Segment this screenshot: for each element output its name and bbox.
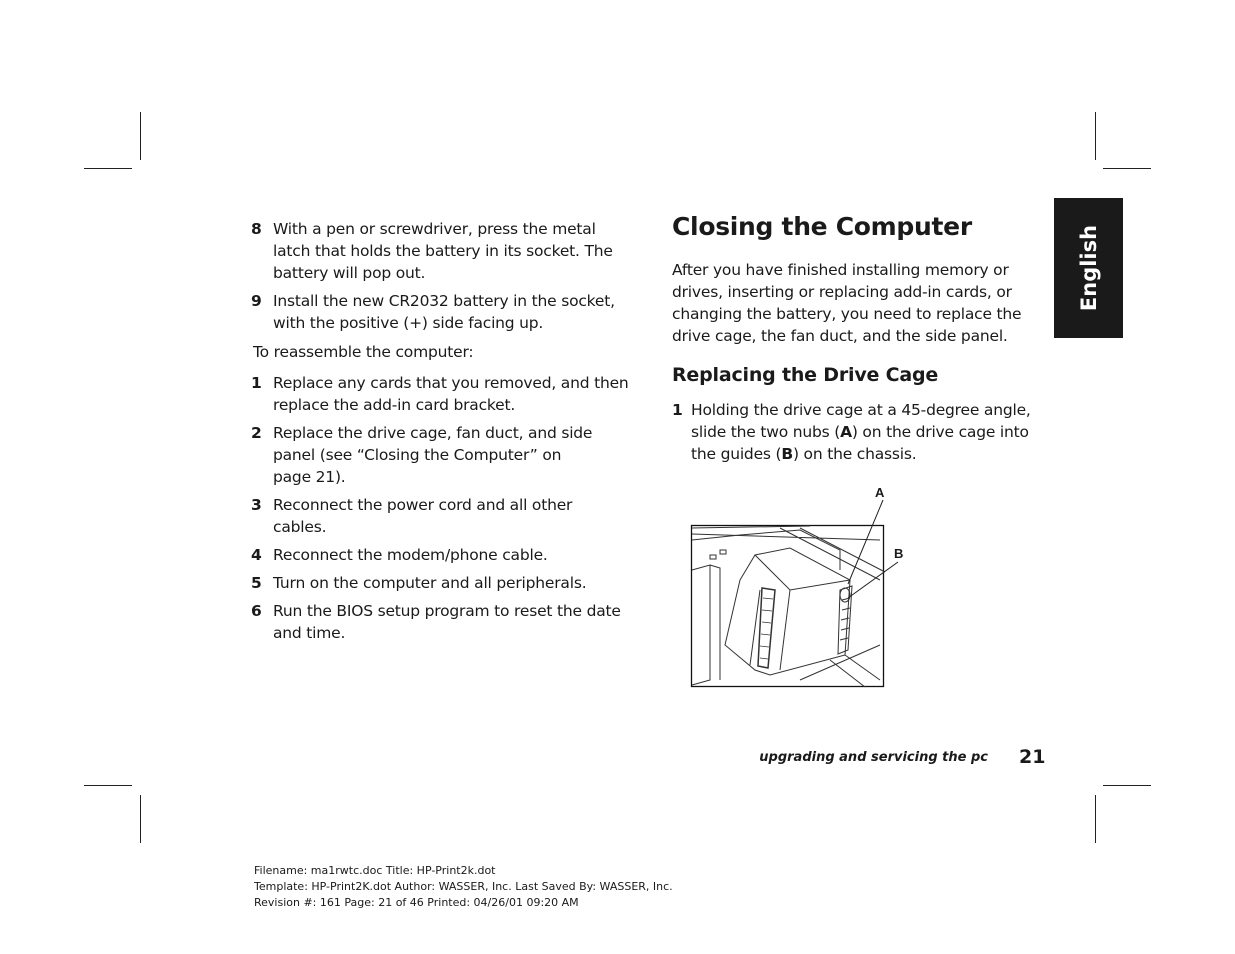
drive-cage-step xyxy=(672,399,1052,465)
file-info-line: Template: HP-Print2K.dot Author: WASSER, Inc. Last Saved By: WASSER, Inc. xyxy=(254,880,673,893)
section-title: Closing the Computer xyxy=(672,212,972,241)
item-line: Run the BIOS setup program to reset the date xyxy=(273,602,621,620)
file-info-line: Filename: ma1rwtc.doc Title: HP-Print2k.dot xyxy=(254,864,496,877)
item-number: 4 xyxy=(251,546,262,564)
body-line: drive cage, the fan duct, and the side panel. xyxy=(672,327,1008,345)
crop-mark xyxy=(84,168,132,169)
subsection-title: Replacing the Drive Cage xyxy=(672,364,939,386)
crop-mark xyxy=(1095,112,1096,160)
crop-mark xyxy=(84,785,132,786)
step-number: 1 xyxy=(672,401,683,419)
step-text: slide the two nubs ( xyxy=(691,423,841,441)
list-item xyxy=(251,372,631,416)
language-tab-label: English xyxy=(1076,224,1101,312)
item-line: replace the add-in card bracket. xyxy=(273,396,516,414)
label-a: A xyxy=(840,423,852,441)
crop-mark xyxy=(1103,168,1151,169)
file-info-line: Revision #: 161 Page: 21 of 46 Printed: 04/26/01 09:20 AM xyxy=(254,896,579,909)
item-line: with the positive (+) side facing up. xyxy=(273,314,544,332)
item-number: 2 xyxy=(251,424,262,442)
item-line: cables. xyxy=(273,518,327,536)
callout-a: A xyxy=(875,485,885,500)
list-item xyxy=(251,494,631,538)
list-item xyxy=(251,572,631,594)
item-line: Turn on the computer and all peripherals. xyxy=(273,574,587,592)
step-line xyxy=(691,421,1052,443)
item-number: 5 xyxy=(251,574,262,592)
section-intro xyxy=(672,259,1021,347)
crop-mark xyxy=(1095,795,1096,843)
crop-mark xyxy=(140,795,141,843)
item-number: 3 xyxy=(251,496,262,514)
item-number: 1 xyxy=(251,374,262,392)
item-line: and time. xyxy=(273,624,346,642)
step-text: ) on the drive cage into xyxy=(851,423,1029,441)
list-item xyxy=(251,422,631,488)
label-b: B xyxy=(781,445,793,463)
page-number: 21 xyxy=(1019,746,1046,768)
item-line: Replace the drive cage, fan duct, and side xyxy=(273,424,593,442)
language-tab xyxy=(1054,198,1123,338)
file-info xyxy=(254,863,673,911)
item-line: page 21). xyxy=(273,468,346,486)
item-line: Install the new CR2032 battery in the socket, xyxy=(273,292,615,310)
list-item xyxy=(251,218,631,284)
item-line: With a pen or screwdriver, press the metal xyxy=(273,220,596,238)
crop-mark xyxy=(140,112,141,160)
item-line: battery will pop out. xyxy=(273,264,426,282)
list-item xyxy=(251,290,631,334)
step-line xyxy=(691,443,1052,465)
item-number: 9 xyxy=(251,292,262,310)
item-line: Reconnect the modem/phone cable. xyxy=(273,546,548,564)
drive-cage-illustration xyxy=(680,480,920,690)
running-footer-section: upgrading and servicing the pc xyxy=(759,750,988,765)
item-line: Replace any cards that you removed, and then xyxy=(273,374,629,392)
item-line: Reconnect the power cord and all other xyxy=(273,496,573,514)
body-line: After you have finished installing memory or xyxy=(672,261,1009,279)
item-line: latch that holds the battery in its socket. The xyxy=(273,242,613,260)
crop-mark xyxy=(1103,785,1151,786)
step-line: Holding the drive cage at a 45-degree angle, xyxy=(691,401,1031,419)
list-item xyxy=(251,544,631,566)
callout-b: B xyxy=(894,546,904,561)
reassemble-intro: To reassemble the computer: xyxy=(253,343,474,361)
item-number: 6 xyxy=(251,602,262,620)
list-item xyxy=(251,600,631,644)
item-line: panel (see “Closing the Computer” on xyxy=(273,446,562,464)
step-text: the guides ( xyxy=(691,445,782,463)
body-line: drives, inserting or replacing add-in cards, or xyxy=(672,283,1012,301)
step-text: ) on the chassis. xyxy=(792,445,917,463)
body-line: changing the battery, you need to replace the xyxy=(672,305,1022,323)
item-number: 8 xyxy=(251,220,262,238)
